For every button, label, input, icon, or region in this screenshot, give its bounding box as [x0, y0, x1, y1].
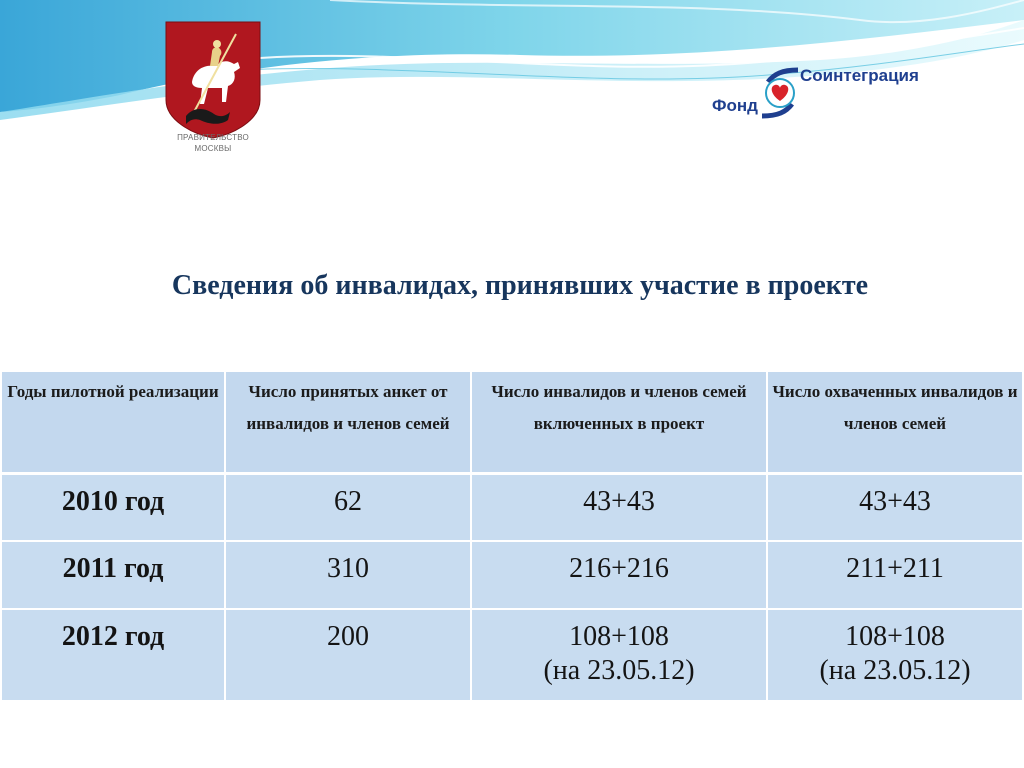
cell-covered-value: 108+108	[845, 621, 945, 652]
column-header-forms: Число принятых анкет от инвалидов и членов семей	[225, 371, 471, 473]
table-header-row	[1, 371, 1023, 473]
cell-included: 216+216	[471, 541, 767, 609]
cell-included-value: 108+108	[569, 621, 669, 652]
cell-year: 2012 год	[1, 609, 225, 701]
column-header-included: Число инвалидов и членов семей включенных в проект	[471, 371, 767, 473]
moscow-coat-of-arms-icon	[164, 20, 262, 140]
table-row	[1, 541, 1023, 609]
cell-year: 2011 год	[1, 541, 225, 609]
cell-covered	[767, 609, 1023, 701]
column-header-covered: Число охваченных инвалидов и членов семей	[767, 371, 1023, 473]
table-row	[1, 609, 1023, 701]
column-header-years: Годы пилотной реализации	[1, 371, 225, 473]
page-title: Сведения об инвалидах, принявших участие в проекте	[171, 270, 869, 301]
fund-logo-word-right: Соинтеграция	[800, 66, 919, 85]
cell-year: 2010 год	[1, 473, 225, 541]
participants-table	[0, 370, 1024, 702]
cell-covered-note: (на 23.05.12)	[819, 655, 971, 686]
cell-included	[471, 609, 767, 701]
fund-logo-word-left: Фонд	[712, 96, 758, 115]
fund-logo	[712, 66, 934, 120]
table-row	[1, 473, 1023, 541]
gov-caption-line2: МОСКВЫ	[194, 144, 232, 153]
cell-included: 43+43	[471, 473, 767, 541]
cell-forms: 200	[225, 609, 471, 701]
cell-forms: 62	[225, 473, 471, 541]
cell-forms: 310	[225, 541, 471, 609]
gov-caption-line1: ПРАВИТЕЛЬСТВО	[177, 133, 249, 142]
cell-covered: 43+43	[767, 473, 1023, 541]
gov-caption	[160, 132, 266, 154]
cell-covered: 211+211	[767, 541, 1023, 609]
cell-included-note: (на 23.05.12)	[543, 655, 695, 686]
